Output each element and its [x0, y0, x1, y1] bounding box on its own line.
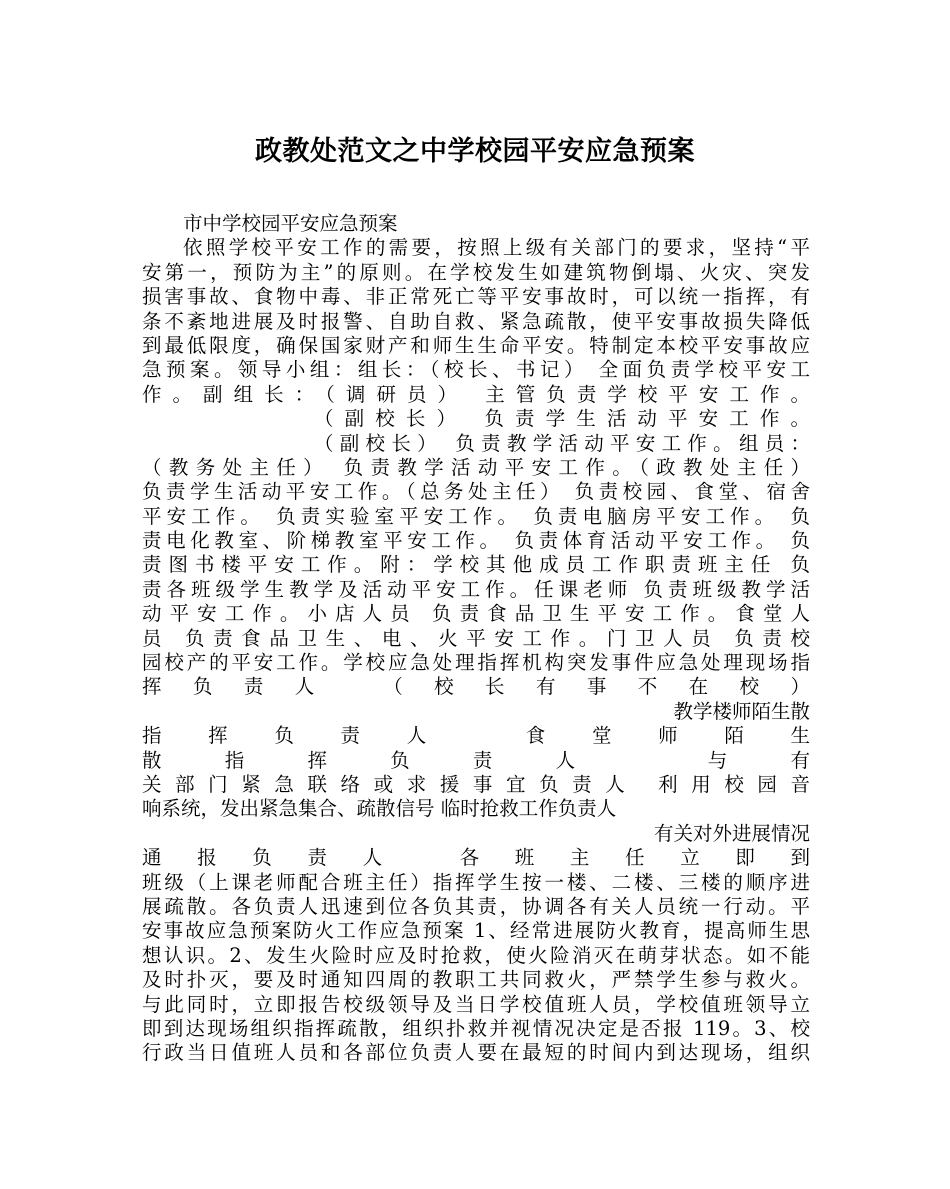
body-line: 教学楼师陌生散	[673, 699, 810, 723]
body-line: 动平安工作。小店人员 负责食品卫生平安工作。食堂人	[142, 602, 810, 626]
body-line: 展疏散。各负责人迅速到位各负其责，协调各有关人员统一行动。平	[142, 894, 810, 918]
body-line: 急预案。领导小组：组长：（校长、书记） 全面负责学校平安工	[142, 358, 810, 382]
body-line: 平安工作。 负责实验室平安工作。 负责电脑房平安工作。 负	[142, 504, 810, 528]
body-line: 安第一，预防为主”的原则。在学校发生如建筑物倒塌、火灾、突发	[142, 260, 810, 284]
body-line: （副校长） 负责学生活动平安工作。	[314, 407, 810, 431]
document-body	[142, 212, 810, 1066]
body-line: 责电化教室、阶梯教室平安工作。 负责体育活动平安工作。 负	[142, 529, 810, 553]
body-line: 班级（上课老师配合班主任）指挥学生按一楼、二楼、三楼的顺序进	[142, 870, 810, 894]
body-line: 责各班级学生教学及活动平安工作。任课老师 负责班级教学活	[142, 577, 810, 601]
body-line: 即到达现场组织指挥疏散，组织扑救并视情况决定是否报 119。3、校	[142, 1016, 810, 1040]
body-line: 园校产的平安工作。学校应急处理指挥机构突发事件应急处理现场指	[142, 651, 810, 675]
body-line: 作。副组长：（调研员） 主管负责学校平安工作。	[142, 382, 810, 406]
body-line: 关部门紧急联络或求援事宜负责人 利用校园音	[142, 772, 810, 796]
body-line: 散指挥负责人 与有	[142, 748, 810, 772]
body-line: 想认识。2、发生火险时应及时抢救，使火险消灭在萌芽状态。如不能	[142, 943, 810, 967]
body-line: 行政当日值班人员和各部位负责人要在最短的时间内到达现场，组织	[142, 1041, 810, 1065]
body-line: 责图书楼平安工作。附：学校其他成员工作职责班主任 负	[142, 553, 810, 577]
body-line: 与此同时，立即报告校级领导及当日学校值班人员，学校值班领导立	[142, 992, 810, 1016]
body-line: 员 负责食品卫生、电、火平安工作。门卫人员 负责校	[142, 626, 810, 650]
body-line: 市中学校园平安应急预案	[183, 212, 398, 235]
document-title: 政教处范文之中学校园平安应急预案	[255, 136, 695, 167]
body-line: 依照学校平安工作的需要，按照上级有关部门的要求，坚持“平	[183, 236, 810, 260]
body-line: 条不紊地进展及时报警、自助自救、紧急疏散，使平安事故损失降低	[142, 309, 810, 333]
body-line: 负责学生活动平安工作。（总务处主任） 负责校园、食堂、宿舍	[142, 480, 810, 504]
body-line: 指挥负责人 食堂师陌生	[142, 724, 810, 748]
body-line: （教务处主任） 负责教学活动平安工作。（政教处主任）	[142, 455, 810, 479]
body-line: 及时扑灭，要及时通知四周的教职工共同救火，严禁学生参与救火。	[142, 968, 810, 992]
body-line: 到最低限度，确保国家财产和师生生命平安。特制定本校平安事故应	[142, 333, 810, 357]
body-line: 安事故应急预案防火工作应急预案 1、经常进展防火教育，提高师生思	[142, 919, 810, 943]
body-line: 损害事故、食物中毒、非正常死亡等平安事故时，可以统一指挥，有	[142, 285, 810, 309]
body-line: 响系统，发出紧急集合、疏散信号 临时抢救工作负责人	[142, 797, 617, 821]
body-line: 有关对外进展情况	[653, 821, 810, 845]
body-line: 挥负责人 （校长有事不在校）	[142, 675, 810, 699]
body-line: （副校长） 负责教学活动平安工作。组员：	[314, 431, 810, 455]
body-line: 通报负责人 各班主任立即到	[142, 846, 810, 870]
